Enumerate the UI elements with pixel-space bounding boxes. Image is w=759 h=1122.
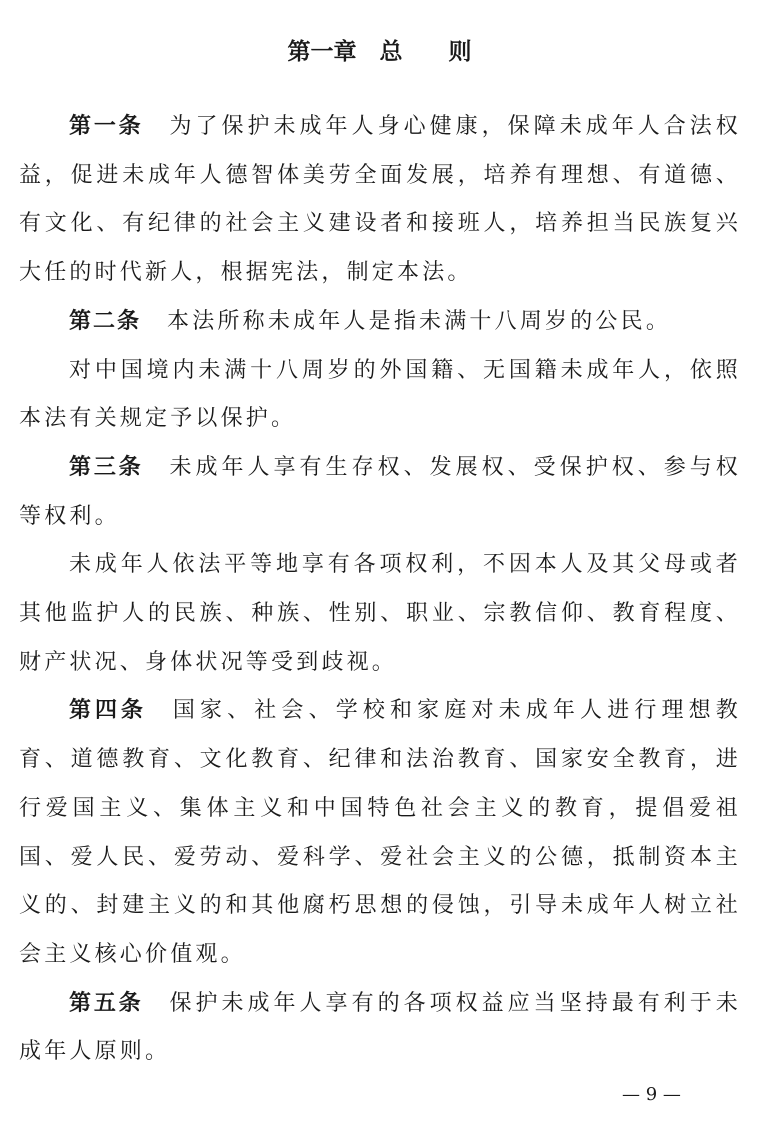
article-5-text: 保护未成年人享有的各项权益应当坚持最有利于未成年人原则。 — [19, 990, 741, 1065]
article-3-paragraph — [19, 444, 741, 541]
page-number: — 9 — — [622, 1084, 681, 1105]
article-1-label: 第一条 — [69, 114, 144, 139]
article-2-paragraph — [19, 298, 741, 347]
article-4-text: 国家、社会、学校和家庭对未成年人进行理想教育、道德教育、文化教育、纪律和法治教育、国家安全教育，进行爱国主义、集体主义和中国特色社会主义的教育，提倡爱祖国、爱人民、爱劳动、爱科学、爱社会主义的公德，抵制资本主义的、封建主义的和其他腐朽思想的侵蚀，引导未成年人树立社会主义核心价值观。 — [19, 698, 741, 967]
article-2-paragraph-2: 对中国境内未满十八周岁的外国籍、无国籍未成年人，依照本法有关规定予以保护。 — [19, 357, 741, 432]
chapter-title: 第一章 总 则 — [287, 39, 472, 65]
article-3-label: 第三条 — [69, 454, 144, 480]
article-4-paragraph — [19, 687, 741, 979]
article-5-label: 第五条 — [69, 990, 144, 1016]
article-2-text: 本法所称未成年人是指未满十八周岁的公民。 — [167, 308, 672, 334]
article-1-paragraph — [19, 103, 741, 298]
article-2-label: 第二条 — [69, 308, 142, 334]
article-list — [19, 103, 741, 1077]
article-3-paragraph-2: 未成年人依法平等地享有各项权利，不因本人及其父母或者其他监护人的民族、种族、性别、职业、宗教信仰、教育程度、财产状况、身体状况等受到歧视。 — [19, 552, 741, 675]
article-5-paragraph — [19, 980, 741, 1077]
article-4-label: 第四条 — [69, 698, 147, 724]
article-3-text: 未成年人享有生存权、发展权、受保护权、参与权等权利。 — [19, 454, 741, 529]
article-1-text: 为了保护未成年人身心健康，保障未成年人合法权益，促进未成年人德智体美劳全面发展，培养有理想、有道德、有文化、有纪律的社会主义建设者和接班人，培养担当民族复兴大任的时代新人，根据宪法，制定本法。 — [19, 114, 741, 286]
